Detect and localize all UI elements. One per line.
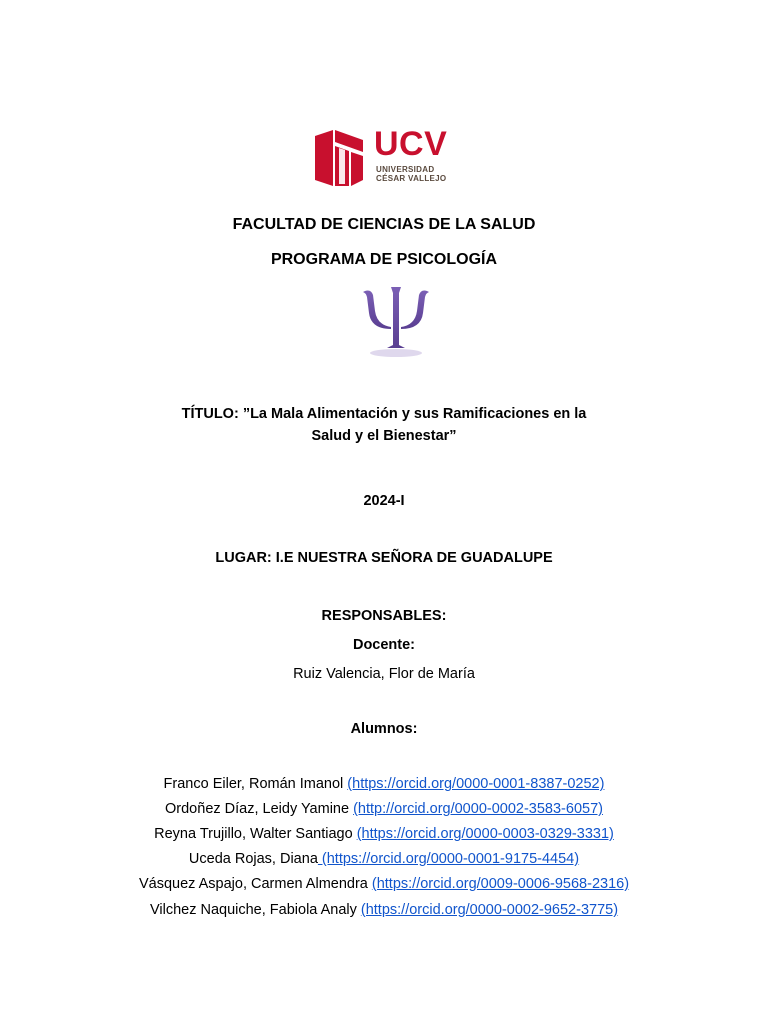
student-name: Reyna Trujillo, Walter Santiago: [154, 826, 357, 842]
orcid-link[interactable]: (https://orcid.org/0000-0002-9652-3775): [360, 902, 619, 918]
student-name: Franco Eiler, Román Imanol: [163, 776, 348, 792]
psi-symbol-icon: [361, 285, 431, 360]
title-line2: Salud y el Bienestar”: [311, 428, 457, 444]
student-name: Uceda Rojas, Diana: [188, 851, 318, 867]
docente-label: Docente:: [352, 637, 416, 653]
title-line1: TÍTULO: ”La Mala Alimentación y sus Ramificaciones en la: [181, 406, 587, 422]
ucv-logo: [296, 122, 466, 192]
list-item: [0, 874, 768, 894]
list-item: [0, 824, 768, 844]
orcid-link[interactable]: (https://orcid.org/0000-0001-8387-0252): [347, 776, 605, 792]
orcid-link[interactable]: (https://orcid.org/0000-0003-0329-3331): [356, 826, 614, 842]
program-heading: PROGRAMA DE PSICOLOGÍA: [270, 251, 498, 268]
student-name: Ordoñez Díaz, Leidy Yamine: [165, 801, 354, 817]
alumnos-label: Alumnos:: [350, 721, 418, 737]
period: 2024-I: [363, 493, 405, 509]
list-item: [0, 849, 768, 869]
docente-name: Ruiz Valencia, Flor de María: [293, 666, 475, 682]
logo-subtitle-line2: CÉSAR VALLEJO: [376, 174, 447, 183]
orcid-link[interactable]: (http://orcid.org/0000-0002-3583-6057): [353, 801, 603, 817]
orcid-link[interactable]: (https://orcid.org/0009-0006-9568-2316): [371, 876, 630, 892]
list-item: [0, 799, 768, 819]
logo-subtitle-line1: UNIVERSIDAD: [376, 165, 435, 174]
orcid-link[interactable]: (https://orcid.org/0000-0001-9175-4454): [317, 851, 580, 867]
faculty-heading: FACULTAD DE CIENCIAS DE LA SALUD: [232, 216, 536, 233]
ucv-shield-icon: [315, 130, 363, 186]
list-item: [0, 774, 768, 794]
list-item: [0, 900, 768, 920]
place: LUGAR: I.E NUESTRA SEÑORA DE GUADALUPE: [215, 550, 553, 566]
student-name: Vilchez Naquiche, Fabiola Analy: [149, 902, 361, 918]
logo-wordmark: UCV: [374, 125, 448, 163]
student-name: Vásquez Aspajo, Carmen Almendra: [138, 876, 372, 892]
responsables-label: RESPONSABLES:: [321, 608, 447, 624]
